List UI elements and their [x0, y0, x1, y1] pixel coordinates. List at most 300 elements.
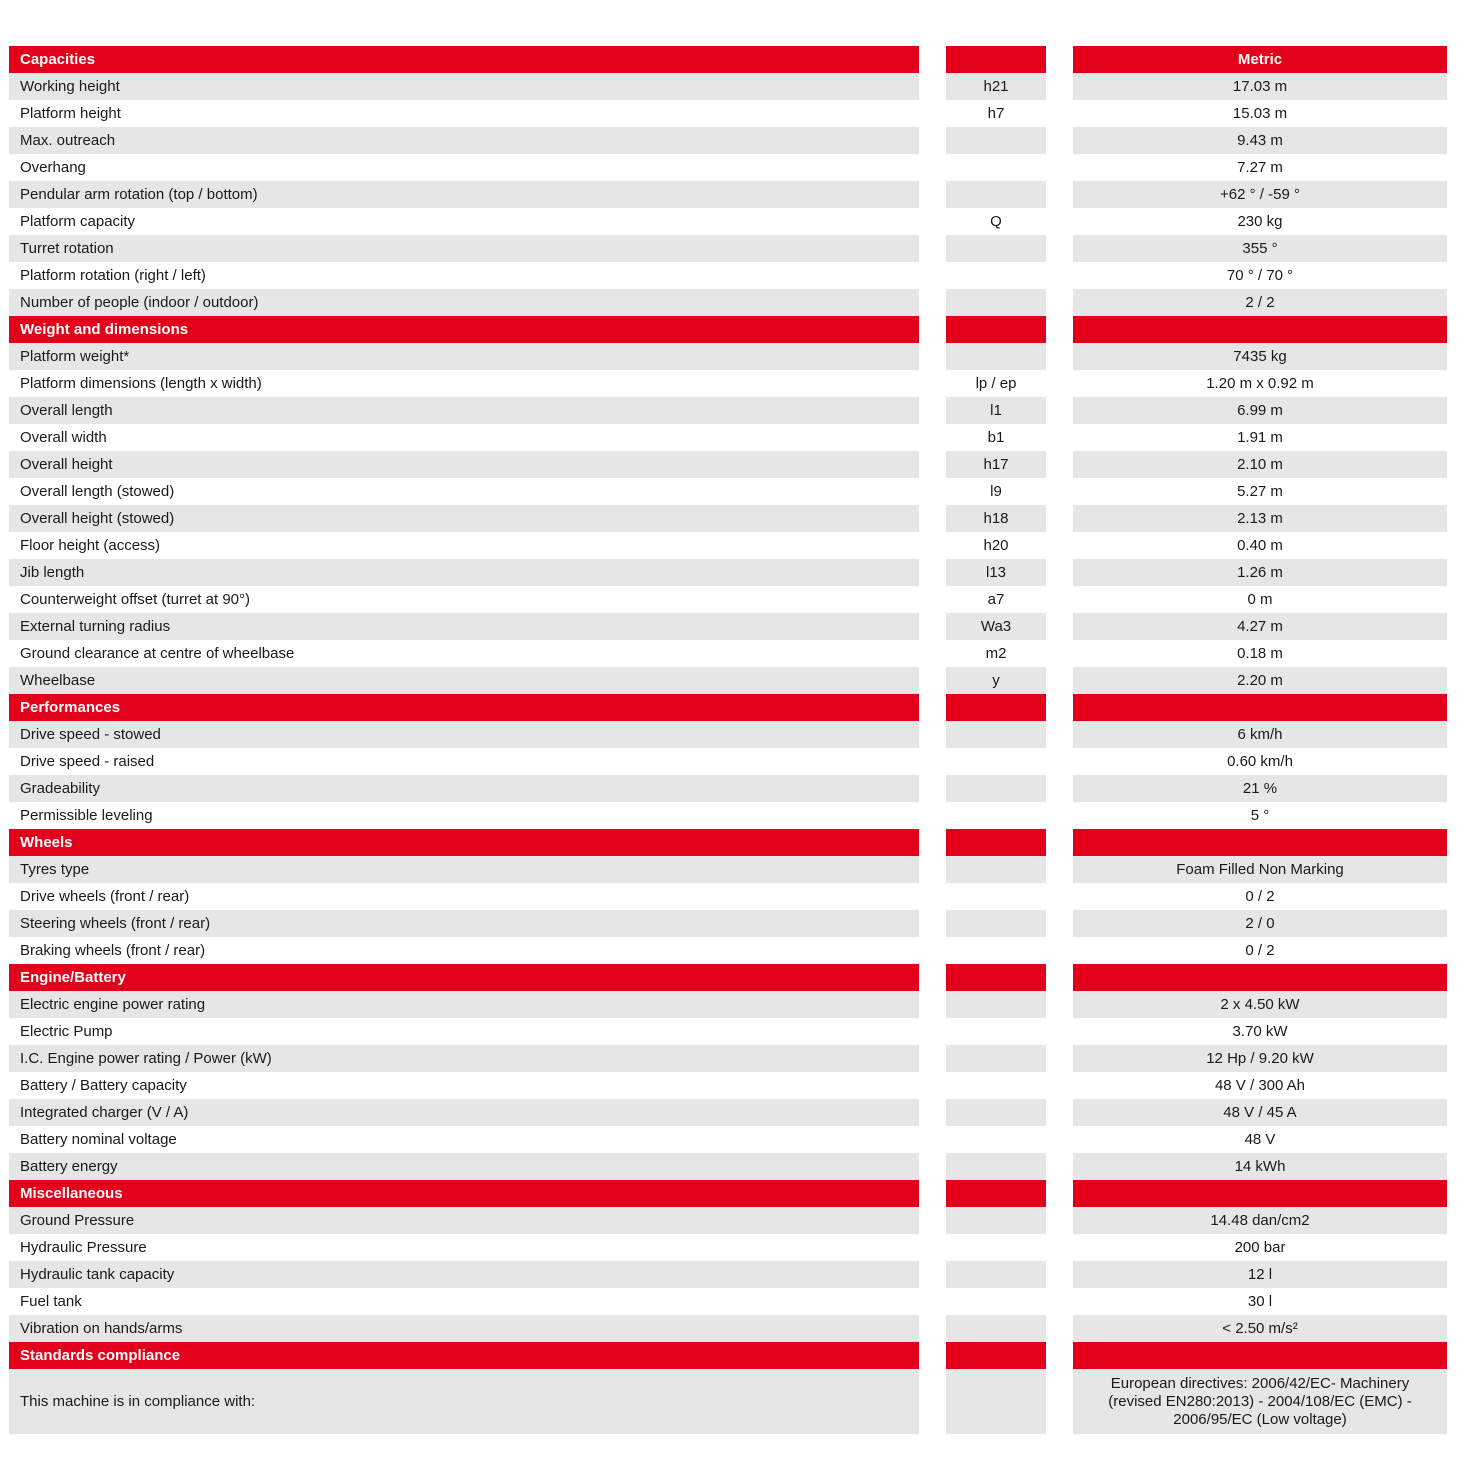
column-gap: [919, 1207, 946, 1234]
column-gap: [1046, 559, 1073, 586]
spec-value: 2 / 0: [1073, 910, 1447, 937]
table-row: [9, 802, 1447, 829]
spec-label: Counterweight offset (turret at 90°): [9, 586, 919, 613]
column-gap: [919, 1288, 946, 1315]
column-gap: [919, 181, 946, 208]
table-row: [9, 991, 1447, 1018]
column-gap: [1046, 613, 1073, 640]
spec-value: 0 / 2: [1073, 883, 1447, 910]
spec-symbol: h20: [946, 532, 1046, 559]
column-gap: [1046, 1342, 1073, 1369]
spec-label: Drive wheels (front / rear): [9, 883, 919, 910]
table-row: [9, 1018, 1447, 1045]
spec-value: 2 x 4.50 kW: [1073, 991, 1447, 1018]
spec-label: Ground clearance at centre of wheelbase: [9, 640, 919, 667]
column-gap: [919, 316, 946, 343]
spec-value: European directives: 2006/42/EC- Machinery (revised EN280:2013) - 2004/108/EC (EMC) - 2006/95/EC (Low voltage): [1073, 1369, 1447, 1434]
column-gap: [919, 613, 946, 640]
column-gap: [1046, 262, 1073, 289]
column-gap: [919, 721, 946, 748]
spec-symbol: [946, 802, 1046, 829]
spec-value: +62 ° / -59 °: [1073, 181, 1447, 208]
spec-value: 200 bar: [1073, 1234, 1447, 1261]
spec-label: Working height: [9, 73, 919, 100]
column-gap: [1046, 1180, 1073, 1207]
section-title: Performances: [9, 694, 919, 721]
spec-label: Gradeability: [9, 775, 919, 802]
spec-label: Drive speed - raised: [9, 748, 919, 775]
spec-symbol: lp / ep: [946, 370, 1046, 397]
spec-symbol: [946, 289, 1046, 316]
table-row: [9, 1099, 1447, 1126]
section-title: Miscellaneous: [9, 1180, 919, 1207]
spec-label: Platform rotation (right / left): [9, 262, 919, 289]
spec-value: 355 °: [1073, 235, 1447, 262]
spec-label: Platform height: [9, 100, 919, 127]
column-gap: [919, 370, 946, 397]
spec-symbol: [946, 1234, 1046, 1261]
table-row: [9, 613, 1447, 640]
column-gap: [919, 937, 946, 964]
section-header: [9, 829, 1447, 856]
column-gap: [919, 829, 946, 856]
column-gap: [919, 1126, 946, 1153]
column-gap: [1046, 208, 1073, 235]
column-gap: [919, 559, 946, 586]
column-gap: [1046, 802, 1073, 829]
table-row: [9, 181, 1447, 208]
column-gap: [919, 46, 946, 73]
spec-value: 7435 kg: [1073, 343, 1447, 370]
spec-label: External turning radius: [9, 613, 919, 640]
table-row: [9, 559, 1447, 586]
spec-label: Overall height: [9, 451, 919, 478]
column-gap: [1046, 667, 1073, 694]
spec-symbol: m2: [946, 640, 1046, 667]
spec-value: 30 l: [1073, 1288, 1447, 1315]
column-gap: [1046, 424, 1073, 451]
spec-label: Max. outreach: [9, 127, 919, 154]
table-row: [9, 748, 1447, 775]
column-gap: [919, 991, 946, 1018]
spec-label: Integrated charger (V / A): [9, 1099, 919, 1126]
spec-label: I.C. Engine power rating / Power (kW): [9, 1045, 919, 1072]
column-gap: [1046, 775, 1073, 802]
column-gap: [919, 775, 946, 802]
section-title: Standards compliance: [9, 1342, 919, 1369]
spec-value: 9.43 m: [1073, 127, 1447, 154]
column-gap: [1046, 694, 1073, 721]
spec-value: 2 / 2: [1073, 289, 1447, 316]
column-gap: [1046, 154, 1073, 181]
spec-symbol: [946, 1072, 1046, 1099]
spec-label: Battery / Battery capacity: [9, 1072, 919, 1099]
spec-value: 12 Hp / 9.20 kW: [1073, 1045, 1447, 1072]
column-gap: [919, 73, 946, 100]
column-gap: [919, 694, 946, 721]
column-gap: [919, 505, 946, 532]
column-gap: [919, 1261, 946, 1288]
column-gap: [1046, 451, 1073, 478]
column-gap: [919, 1369, 946, 1434]
spec-value: 17.03 m: [1073, 73, 1447, 100]
column-gap: [1046, 127, 1073, 154]
spec-value: 0.60 km/h: [1073, 748, 1447, 775]
table-row: [9, 424, 1447, 451]
column-gap: [919, 235, 946, 262]
spec-value: 1.20 m x 0.92 m: [1073, 370, 1447, 397]
section-header: [9, 1180, 1447, 1207]
spec-label: Platform capacity: [9, 208, 919, 235]
column-gap: [919, 1153, 946, 1180]
spec-symbol: l13: [946, 559, 1046, 586]
table-row: [9, 370, 1447, 397]
table-row: [9, 1288, 1447, 1315]
spec-value: 4.27 m: [1073, 613, 1447, 640]
spec-label: Turret rotation: [9, 235, 919, 262]
table-row: [9, 1261, 1447, 1288]
table-row: [9, 883, 1447, 910]
spec-symbol: [946, 1315, 1046, 1342]
spec-label: Overall width: [9, 424, 919, 451]
table-row: [9, 478, 1447, 505]
column-gap: [1046, 46, 1073, 73]
section-symbol-header: [946, 964, 1046, 991]
spec-symbol: [946, 154, 1046, 181]
section-metric-header: [1073, 316, 1447, 343]
column-gap: [1046, 235, 1073, 262]
section-symbol-header: [946, 829, 1046, 856]
spec-value: 0 m: [1073, 586, 1447, 613]
section-symbol-header: [946, 316, 1046, 343]
table-row: [9, 1207, 1447, 1234]
spec-value: 12 l: [1073, 1261, 1447, 1288]
section-symbol-header: [946, 694, 1046, 721]
spec-symbol: [946, 883, 1046, 910]
column-gap: [1046, 370, 1073, 397]
column-gap: [919, 1234, 946, 1261]
spec-value: 230 kg: [1073, 208, 1447, 235]
spec-symbol: l9: [946, 478, 1046, 505]
column-gap: [919, 883, 946, 910]
column-gap: [1046, 856, 1073, 883]
section-metric-header: [1073, 1180, 1447, 1207]
column-gap: [919, 1018, 946, 1045]
section-header: [9, 46, 1447, 73]
column-gap: [919, 910, 946, 937]
spec-label: Hydraulic tank capacity: [9, 1261, 919, 1288]
spec-value: 48 V: [1073, 1126, 1447, 1153]
column-gap: [1046, 1369, 1073, 1434]
spec-symbol: h21: [946, 73, 1046, 100]
spec-symbol: b1: [946, 424, 1046, 451]
table-row: [9, 154, 1447, 181]
table-row: [9, 127, 1447, 154]
column-gap: [1046, 1099, 1073, 1126]
table-row: [9, 289, 1447, 316]
section-metric-header: [1073, 1342, 1447, 1369]
spec-value: 6 km/h: [1073, 721, 1447, 748]
table-row: [9, 1369, 1447, 1434]
spec-label: Overhang: [9, 154, 919, 181]
spec-value: 1.26 m: [1073, 559, 1447, 586]
column-gap: [1046, 343, 1073, 370]
spec-symbol: [946, 910, 1046, 937]
spec-value: 15.03 m: [1073, 100, 1447, 127]
spec-value: 14 kWh: [1073, 1153, 1447, 1180]
column-gap: [1046, 397, 1073, 424]
spec-label: Electric engine power rating: [9, 991, 919, 1018]
spec-label: Overall height (stowed): [9, 505, 919, 532]
column-gap: [1046, 586, 1073, 613]
spec-label: Platform dimensions (length x width): [9, 370, 919, 397]
spec-symbol: h17: [946, 451, 1046, 478]
spec-table: [9, 46, 1447, 1434]
table-row: [9, 262, 1447, 289]
spec-symbol: [946, 181, 1046, 208]
spec-label: Battery energy: [9, 1153, 919, 1180]
spec-value: 2.20 m: [1073, 667, 1447, 694]
column-gap: [1046, 1018, 1073, 1045]
column-gap: [919, 802, 946, 829]
column-gap: [919, 532, 946, 559]
spec-label: Platform weight*: [9, 343, 919, 370]
section-symbol-header: [946, 1342, 1046, 1369]
section-metric-header: [1073, 964, 1447, 991]
column-gap: [919, 586, 946, 613]
column-gap: [919, 424, 946, 451]
column-gap: [1046, 883, 1073, 910]
table-row: [9, 208, 1447, 235]
spec-symbol: [946, 1018, 1046, 1045]
spec-label: Overall length: [9, 397, 919, 424]
spec-value: 0.18 m: [1073, 640, 1447, 667]
section-title: Engine/Battery: [9, 964, 919, 991]
spec-value: < 2.50 m/s²: [1073, 1315, 1447, 1342]
section-header: [9, 1342, 1447, 1369]
spec-symbol: [946, 721, 1046, 748]
spec-value: 6.99 m: [1073, 397, 1447, 424]
spec-symbol: [946, 991, 1046, 1018]
table-row: [9, 586, 1447, 613]
column-gap: [1046, 721, 1073, 748]
spec-symbol: [946, 748, 1046, 775]
spec-label: Overall length (stowed): [9, 478, 919, 505]
spec-label: Wheelbase: [9, 667, 919, 694]
spec-value: 14.48 dan/cm2: [1073, 1207, 1447, 1234]
section-title: Wheels: [9, 829, 919, 856]
spec-label: Number of people (indoor / outdoor): [9, 289, 919, 316]
column-gap: [1046, 478, 1073, 505]
spec-symbol: [946, 1369, 1046, 1434]
table-row: [9, 73, 1447, 100]
column-gap: [1046, 1126, 1073, 1153]
column-gap: [919, 1180, 946, 1207]
column-gap: [1046, 1234, 1073, 1261]
column-gap: [1046, 1045, 1073, 1072]
spec-label: Tyres type: [9, 856, 919, 883]
column-gap: [1046, 748, 1073, 775]
column-gap: [919, 127, 946, 154]
column-gap: [919, 478, 946, 505]
spec-value: 70 ° / 70 °: [1073, 262, 1447, 289]
column-gap: [1046, 100, 1073, 127]
spec-value: 48 V / 300 Ah: [1073, 1072, 1447, 1099]
spec-symbol: h7: [946, 100, 1046, 127]
column-gap: [919, 451, 946, 478]
spec-label: Drive speed - stowed: [9, 721, 919, 748]
column-gap: [1046, 640, 1073, 667]
spec-symbol: Wa3: [946, 613, 1046, 640]
column-gap: [919, 748, 946, 775]
table-row: [9, 451, 1447, 478]
spec-symbol: y: [946, 667, 1046, 694]
section-symbol-header: [946, 1180, 1046, 1207]
column-gap: [919, 343, 946, 370]
spec-symbol: Q: [946, 208, 1046, 235]
table-row: [9, 397, 1447, 424]
table-row: [9, 100, 1447, 127]
column-gap: [1046, 1072, 1073, 1099]
table-row: [9, 235, 1447, 262]
section-metric-header: Metric: [1073, 46, 1447, 73]
spec-label: Hydraulic Pressure: [9, 1234, 919, 1261]
column-gap: [919, 262, 946, 289]
section-metric-header: [1073, 829, 1447, 856]
spec-symbol: [946, 1099, 1046, 1126]
column-gap: [1046, 937, 1073, 964]
spec-symbol: [946, 343, 1046, 370]
column-gap: [1046, 181, 1073, 208]
spec-symbol: [946, 235, 1046, 262]
column-gap: [919, 964, 946, 991]
spec-symbol: [946, 1207, 1046, 1234]
table-row: [9, 1126, 1447, 1153]
spec-label: Electric Pump: [9, 1018, 919, 1045]
spec-symbol: [946, 262, 1046, 289]
spec-label: Vibration on hands/arms: [9, 1315, 919, 1342]
spec-label: Braking wheels (front / rear): [9, 937, 919, 964]
column-gap: [1046, 316, 1073, 343]
spec-value: 2.10 m: [1073, 451, 1447, 478]
column-gap: [1046, 505, 1073, 532]
column-gap: [1046, 289, 1073, 316]
column-gap: [1046, 1153, 1073, 1180]
spec-symbol: h18: [946, 505, 1046, 532]
spec-symbol: [946, 937, 1046, 964]
spec-value: 3.70 kW: [1073, 1018, 1447, 1045]
column-gap: [919, 397, 946, 424]
column-gap: [919, 1099, 946, 1126]
column-gap: [919, 154, 946, 181]
spec-symbol: a7: [946, 586, 1046, 613]
spec-label: Ground Pressure: [9, 1207, 919, 1234]
column-gap: [919, 1342, 946, 1369]
spec-symbol: l1: [946, 397, 1046, 424]
table-row: [9, 1234, 1447, 1261]
spec-value: 48 V / 45 A: [1073, 1099, 1447, 1126]
column-gap: [919, 289, 946, 316]
table-row: [9, 505, 1447, 532]
spec-label: Steering wheels (front / rear): [9, 910, 919, 937]
section-header: [9, 316, 1447, 343]
column-gap: [919, 1072, 946, 1099]
spec-value: 5 °: [1073, 802, 1447, 829]
spec-label: Battery nominal voltage: [9, 1126, 919, 1153]
column-gap: [1046, 73, 1073, 100]
table-row: [9, 343, 1447, 370]
column-gap: [1046, 1315, 1073, 1342]
column-gap: [919, 1045, 946, 1072]
spec-value: 1.91 m: [1073, 424, 1447, 451]
spec-value: 0 / 2: [1073, 937, 1447, 964]
column-gap: [919, 1315, 946, 1342]
spec-symbol: [946, 856, 1046, 883]
spec-symbol: [946, 775, 1046, 802]
table-row: [9, 937, 1447, 964]
spec-label: Fuel tank: [9, 1288, 919, 1315]
column-gap: [1046, 991, 1073, 1018]
table-row: [9, 775, 1447, 802]
spec-value: 0.40 m: [1073, 532, 1447, 559]
column-gap: [1046, 964, 1073, 991]
column-gap: [919, 667, 946, 694]
spec-value: 7.27 m: [1073, 154, 1447, 181]
column-gap: [1046, 1261, 1073, 1288]
column-gap: [919, 856, 946, 883]
spec-symbol: [946, 1045, 1046, 1072]
section-title: Weight and dimensions: [9, 316, 919, 343]
table-row: [9, 856, 1447, 883]
column-gap: [1046, 1207, 1073, 1234]
table-row: [9, 667, 1447, 694]
spec-value: 5.27 m: [1073, 478, 1447, 505]
section-title: Capacities: [9, 46, 919, 73]
spec-label: Jib length: [9, 559, 919, 586]
table-row: [9, 1045, 1447, 1072]
spec-value: 2.13 m: [1073, 505, 1447, 532]
spec-symbol: [946, 127, 1046, 154]
table-row: [9, 1072, 1447, 1099]
column-gap: [1046, 910, 1073, 937]
spec-symbol: [946, 1153, 1046, 1180]
column-gap: [919, 100, 946, 127]
column-gap: [919, 640, 946, 667]
spec-symbol: [946, 1261, 1046, 1288]
spec-value: 21 %: [1073, 775, 1447, 802]
section-header: [9, 694, 1447, 721]
column-gap: [1046, 532, 1073, 559]
spec-symbol: [946, 1126, 1046, 1153]
section-header: [9, 964, 1447, 991]
spec-label: This machine is in compliance with:: [9, 1369, 919, 1434]
spec-symbol: [946, 1288, 1046, 1315]
spec-label: Floor height (access): [9, 532, 919, 559]
column-gap: [919, 208, 946, 235]
table-row: [9, 1153, 1447, 1180]
spec-value: Foam Filled Non Marking: [1073, 856, 1447, 883]
column-gap: [1046, 829, 1073, 856]
column-gap: [1046, 1288, 1073, 1315]
section-symbol-header: [946, 46, 1046, 73]
table-row: [9, 640, 1447, 667]
table-row: [9, 721, 1447, 748]
table-row: [9, 1315, 1447, 1342]
table-row: [9, 910, 1447, 937]
spec-label: Permissible leveling: [9, 802, 919, 829]
section-metric-header: [1073, 694, 1447, 721]
table-row: [9, 532, 1447, 559]
